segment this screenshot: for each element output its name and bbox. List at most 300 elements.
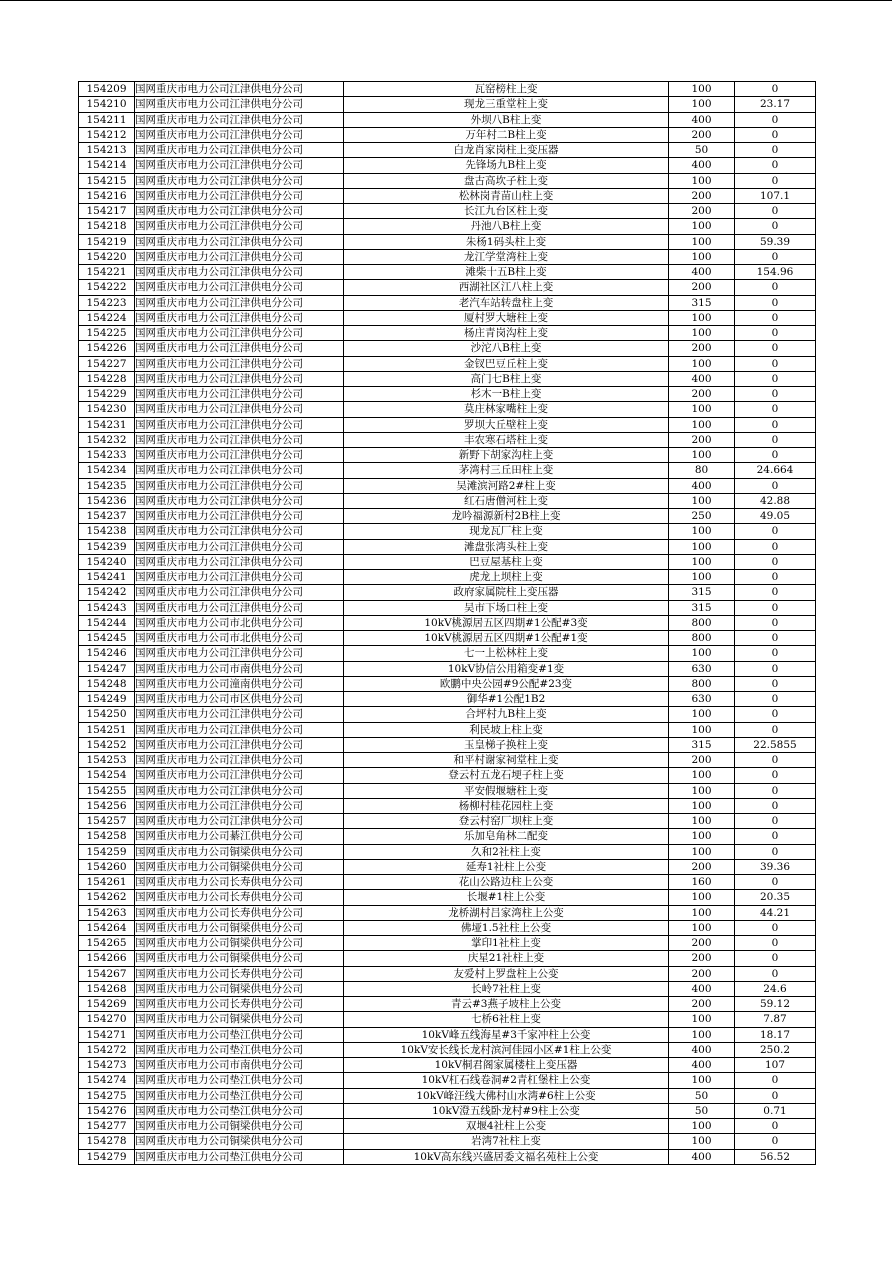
table-row [79, 1088, 816, 1103]
row-id-cell: 154239 [79, 539, 135, 554]
capacity-cell: 200 [669, 753, 735, 768]
table-row [79, 615, 816, 630]
transformer-name-cell: 茅湾村三丘田柱上变 [344, 463, 669, 478]
company-cell: 国网重庆市电力公司江津供电分公司 [135, 585, 344, 600]
company-cell: 国网重庆市电力公司江津供电分公司 [135, 402, 344, 417]
row-id-cell: 154229 [79, 387, 135, 402]
capacity-cell: 100 [669, 829, 735, 844]
value-cell: 250.2 [735, 1042, 816, 1057]
company-cell: 国网重庆市电力公司铜梁供电分公司 [135, 1134, 344, 1149]
table-row [79, 173, 816, 188]
capacity-cell: 100 [669, 707, 735, 722]
table-row [79, 234, 816, 249]
row-id-cell: 154240 [79, 554, 135, 569]
row-id-cell: 154258 [79, 829, 135, 844]
table-row [79, 859, 816, 874]
row-id-cell: 154217 [79, 204, 135, 219]
company-cell: 国网重庆市电力公司江津供电分公司 [135, 158, 344, 173]
company-cell: 国网重庆市电力公司江津供电分公司 [135, 265, 344, 280]
transformer-name-cell: 青云#3燕子坡柱上公变 [344, 997, 669, 1012]
company-cell: 国网重庆市电力公司江津供电分公司 [135, 371, 344, 386]
value-cell: 0 [735, 722, 816, 737]
table-row [79, 97, 816, 112]
table-row [79, 539, 816, 554]
company-cell: 国网重庆市电力公司江津供电分公司 [135, 570, 344, 585]
transformer-table [78, 81, 816, 1165]
capacity-cell: 200 [669, 341, 735, 356]
capacity-cell: 400 [669, 371, 735, 386]
transformer-name-cell: 厦村罗大塘柱上变 [344, 310, 669, 325]
table-row [79, 509, 816, 524]
transformer-name-cell: 盘古高坎子柱上变 [344, 173, 669, 188]
capacity-cell: 100 [669, 722, 735, 737]
company-cell: 国网重庆市电力公司铜梁供电分公司 [135, 1119, 344, 1134]
company-cell: 国网重庆市电力公司铜梁供电分公司 [135, 920, 344, 935]
company-cell: 国网重庆市电力公司江津供电分公司 [135, 478, 344, 493]
company-cell: 国网重庆市电力公司铜梁供电分公司 [135, 981, 344, 996]
capacity-cell: 100 [669, 173, 735, 188]
company-cell: 国网重庆市电力公司江津供电分公司 [135, 112, 344, 127]
table-row [79, 554, 816, 569]
value-cell: 24.6 [735, 981, 816, 996]
value-cell: 0 [735, 82, 816, 97]
company-cell: 国网重庆市电力公司长寿供电分公司 [135, 890, 344, 905]
value-cell: 0 [735, 219, 816, 234]
table-row [79, 798, 816, 813]
company-cell: 国网重庆市电力公司市南供电分公司 [135, 661, 344, 676]
value-cell: 0 [735, 371, 816, 386]
capacity-cell: 100 [669, 249, 735, 264]
company-cell: 国网重庆市电力公司江津供电分公司 [135, 554, 344, 569]
company-cell: 国网重庆市电力公司江津供电分公司 [135, 509, 344, 524]
table-row [79, 417, 816, 432]
transformer-name-cell: 长堰#1柱上公变 [344, 890, 669, 905]
value-cell: 56.52 [735, 1149, 816, 1164]
company-cell: 国网重庆市电力公司长寿供电分公司 [135, 966, 344, 981]
table-row [79, 295, 816, 310]
value-cell: 154.96 [735, 265, 816, 280]
value-cell: 0 [735, 646, 816, 661]
table-row [79, 707, 816, 722]
value-cell: 23.17 [735, 97, 816, 112]
value-cell: 0 [735, 448, 816, 463]
value-cell: 0 [735, 143, 816, 158]
company-cell: 国网重庆市电力公司江津供电分公司 [135, 387, 344, 402]
capacity-cell: 400 [669, 158, 735, 173]
company-cell: 国网重庆市电力公司江津供电分公司 [135, 295, 344, 310]
transformer-name-cell: 新野下胡家沟柱上变 [344, 448, 669, 463]
value-cell: 0 [735, 753, 816, 768]
capacity-cell: 100 [669, 402, 735, 417]
table-row [79, 570, 816, 585]
table-row [79, 661, 816, 676]
table-row [79, 844, 816, 859]
value-cell: 0 [735, 249, 816, 264]
value-cell: 0 [735, 295, 816, 310]
transformer-name-cell: 10kV澄五线卧龙村#9柱上公变 [344, 1103, 669, 1118]
transformer-name-cell: 玉皇梯子换柱上变 [344, 737, 669, 752]
transformer-name-cell: 丰农寒石塔柱上变 [344, 432, 669, 447]
row-id-cell: 154241 [79, 570, 135, 585]
transformer-name-cell: 龙江学堂湾柱上变 [344, 249, 669, 264]
capacity-cell: 100 [669, 219, 735, 234]
table-row [79, 890, 816, 905]
table-row [79, 387, 816, 402]
transformer-name-cell: 长岭7社柱上变 [344, 981, 669, 996]
transformer-name-cell: 10kV杠石线卷洞#2青杠堡柱上公变 [344, 1073, 669, 1088]
transformer-name-cell: 现龙三重堂柱上变 [344, 97, 669, 112]
capacity-cell: 100 [669, 310, 735, 325]
table-row [79, 585, 816, 600]
capacity-cell: 200 [669, 127, 735, 142]
capacity-cell: 100 [669, 539, 735, 554]
row-id-cell: 154277 [79, 1119, 135, 1134]
value-cell: 0 [735, 920, 816, 935]
company-cell: 国网重庆市电力公司江津供电分公司 [135, 493, 344, 508]
row-id-cell: 154246 [79, 646, 135, 661]
value-cell: 0 [735, 570, 816, 585]
table-row [79, 1058, 816, 1073]
transformer-name-cell: 高门七B柱上变 [344, 371, 669, 386]
value-cell: 107 [735, 1058, 816, 1073]
capacity-cell: 630 [669, 661, 735, 676]
capacity-cell: 250 [669, 509, 735, 524]
transformer-name-cell: 罗坝大丘壁柱上变 [344, 417, 669, 432]
table-row [79, 371, 816, 386]
transformer-name-cell: 红石唐僧河柱上变 [344, 493, 669, 508]
capacity-cell: 200 [669, 280, 735, 295]
capacity-cell: 100 [669, 356, 735, 371]
table-row [79, 981, 816, 996]
company-cell: 国网重庆市电力公司铜梁供电分公司 [135, 936, 344, 951]
table-row [79, 676, 816, 691]
company-cell: 国网重庆市电力公司江津供电分公司 [135, 722, 344, 737]
transformer-name-cell: 登云村五龙石埂子柱上变 [344, 768, 669, 783]
row-id-cell: 154279 [79, 1149, 135, 1164]
table-row [79, 1134, 816, 1149]
transformer-name-cell: 掌印1社柱上变 [344, 936, 669, 951]
company-cell: 国网重庆市电力公司长寿供电分公司 [135, 905, 344, 920]
company-cell: 国网重庆市电力公司江津供电分公司 [135, 600, 344, 615]
transformer-name-cell: 双堰4社柱上公变 [344, 1119, 669, 1134]
row-id-cell: 154243 [79, 600, 135, 615]
table-row [79, 783, 816, 798]
capacity-cell: 100 [669, 1134, 735, 1149]
value-cell: 59.39 [735, 234, 816, 249]
transformer-name-cell: 瓦窑榜柱上变 [344, 82, 669, 97]
capacity-cell: 400 [669, 981, 735, 996]
row-id-cell: 154231 [79, 417, 135, 432]
capacity-cell: 50 [669, 1088, 735, 1103]
transformer-name-cell: 七一上松林柱上变 [344, 646, 669, 661]
table-row [79, 875, 816, 890]
value-cell: 0 [735, 600, 816, 615]
row-id-cell: 154232 [79, 432, 135, 447]
value-cell: 0 [735, 417, 816, 432]
company-cell: 国网重庆市电力公司江津供电分公司 [135, 539, 344, 554]
value-cell: 0 [735, 432, 816, 447]
value-cell: 0 [735, 829, 816, 844]
row-id-cell: 154257 [79, 814, 135, 829]
value-cell: 0 [735, 1119, 816, 1134]
transformer-name-cell: 久和2社柱上变 [344, 844, 669, 859]
table-row [79, 1042, 816, 1057]
capacity-cell: 100 [669, 844, 735, 859]
capacity-cell: 630 [669, 692, 735, 707]
table-row [79, 936, 816, 951]
capacity-cell: 200 [669, 387, 735, 402]
row-id-cell: 154212 [79, 127, 135, 142]
transformer-name-cell: 金钗巴豆丘柱上变 [344, 356, 669, 371]
row-id-cell: 154228 [79, 371, 135, 386]
company-cell: 国网重庆市电力公司江津供电分公司 [135, 356, 344, 371]
company-cell: 国网重庆市电力公司江津供电分公司 [135, 249, 344, 264]
company-cell: 国网重庆市电力公司江津供电分公司 [135, 204, 344, 219]
company-cell: 国网重庆市电力公司江津供电分公司 [135, 219, 344, 234]
transformer-name-cell: 10kV桃源居五区四期#1公配#1变 [344, 631, 669, 646]
company-cell: 国网重庆市电力公司江津供电分公司 [135, 82, 344, 97]
value-cell: 0 [735, 936, 816, 951]
table-row [79, 1012, 816, 1027]
transformer-name-cell: 龙吟福源新村2B柱上变 [344, 509, 669, 524]
row-id-cell: 154238 [79, 524, 135, 539]
transformer-name-cell: 10kV安长线长龙村滨河佳园小区#1柱上公变 [344, 1042, 669, 1057]
table-row [79, 1149, 816, 1164]
value-cell: 39.36 [735, 859, 816, 874]
transformer-name-cell: 杨庄青岗沟柱上变 [344, 326, 669, 341]
table-row [79, 737, 816, 752]
table-row [79, 829, 816, 844]
company-cell: 国网重庆市电力公司潼南供电分公司 [135, 676, 344, 691]
transformer-name-cell: 10kV高东线兴盛居委文福名苑柱上公变 [344, 1149, 669, 1164]
table-row [79, 478, 816, 493]
capacity-cell: 100 [669, 554, 735, 569]
table-row [79, 1073, 816, 1088]
capacity-cell: 100 [669, 234, 735, 249]
transformer-name-cell: 杉木一B柱上变 [344, 387, 669, 402]
company-cell: 国网重庆市电力公司长寿供电分公司 [135, 875, 344, 890]
row-id-cell: 154276 [79, 1103, 135, 1118]
table-row [79, 1027, 816, 1042]
table-row [79, 600, 816, 615]
capacity-cell: 100 [669, 814, 735, 829]
row-id-cell: 154219 [79, 234, 135, 249]
value-cell: 20.35 [735, 890, 816, 905]
table-body [79, 82, 816, 1165]
capacity-cell: 100 [669, 524, 735, 539]
value-cell: 59.12 [735, 997, 816, 1012]
row-id-cell: 154270 [79, 1012, 135, 1027]
company-cell: 国网重庆市电力公司垫江供电分公司 [135, 1149, 344, 1164]
value-cell: 0 [735, 524, 816, 539]
value-cell: 0 [735, 875, 816, 890]
value-cell: 18.17 [735, 1027, 816, 1042]
table-row [79, 692, 816, 707]
capacity-cell: 100 [669, 448, 735, 463]
value-cell: 0 [735, 1134, 816, 1149]
capacity-cell: 200 [669, 432, 735, 447]
capacity-cell: 400 [669, 265, 735, 280]
company-cell: 国网重庆市电力公司垫江供电分公司 [135, 1073, 344, 1088]
transformer-name-cell: 10kV峰五线海星#3千家冲柱上公变 [344, 1027, 669, 1042]
capacity-cell: 800 [669, 631, 735, 646]
transformer-name-cell: 10kV桃源居五区四期#1公配#3变 [344, 615, 669, 630]
value-cell: 0 [735, 615, 816, 630]
value-cell: 7.87 [735, 1012, 816, 1027]
capacity-cell: 100 [669, 570, 735, 585]
row-id-cell: 154265 [79, 936, 135, 951]
company-cell: 国网重庆市电力公司市区供电分公司 [135, 692, 344, 707]
company-cell: 国网重庆市电力公司綦江供电分公司 [135, 829, 344, 844]
transformer-name-cell: 佛垭1.5社柱上公变 [344, 920, 669, 935]
value-cell: 0 [735, 1073, 816, 1088]
table-row [79, 448, 816, 463]
capacity-cell: 100 [669, 1073, 735, 1088]
transformer-name-cell: 朱杨1码头柱上变 [344, 234, 669, 249]
value-cell: 0 [735, 173, 816, 188]
value-cell: 0 [735, 692, 816, 707]
capacity-cell: 100 [669, 1027, 735, 1042]
row-id-cell: 154275 [79, 1088, 135, 1103]
transformer-name-cell: 延寿1社柱上公变 [344, 859, 669, 874]
capacity-cell: 200 [669, 997, 735, 1012]
table-row [79, 432, 816, 447]
value-cell: 0 [735, 554, 816, 569]
value-cell: 0 [735, 326, 816, 341]
capacity-cell: 100 [669, 417, 735, 432]
table-row [79, 905, 816, 920]
value-cell: 0 [735, 966, 816, 981]
capacity-cell: 100 [669, 646, 735, 661]
transformer-name-cell: 先锋场九B柱上变 [344, 158, 669, 173]
capacity-cell: 160 [669, 875, 735, 890]
transformer-name-cell: 巴豆屋基柱上变 [344, 554, 669, 569]
company-cell: 国网重庆市电力公司江津供电分公司 [135, 524, 344, 539]
row-id-cell: 154230 [79, 402, 135, 417]
value-cell: 44.21 [735, 905, 816, 920]
transformer-name-cell: 乐加皂角林二配变 [344, 829, 669, 844]
table-row [79, 814, 816, 829]
page-top-border [0, 0, 892, 1]
company-cell: 国网重庆市电力公司江津供电分公司 [135, 798, 344, 813]
transformer-name-cell: 白龙肖家岗柱上变压器 [344, 143, 669, 158]
capacity-cell: 800 [669, 615, 735, 630]
capacity-cell: 200 [669, 204, 735, 219]
table-row [79, 280, 816, 295]
company-cell: 国网重庆市电力公司垫江供电分公司 [135, 1103, 344, 1118]
transformer-name-cell: 万年村二B柱上变 [344, 127, 669, 142]
company-cell: 国网重庆市电力公司江津供电分公司 [135, 783, 344, 798]
capacity-cell: 400 [669, 1149, 735, 1164]
company-cell: 国网重庆市电力公司市南供电分公司 [135, 1058, 344, 1073]
transformer-name-cell: 岩湾7社柱上变 [344, 1134, 669, 1149]
value-cell: 42.88 [735, 493, 816, 508]
value-cell: 0 [735, 387, 816, 402]
company-cell: 国网重庆市电力公司江津供电分公司 [135, 326, 344, 341]
transformer-name-cell: 10kV协信公用箱变#1变 [344, 661, 669, 676]
value-cell: 0 [735, 707, 816, 722]
company-cell: 国网重庆市电力公司江津供电分公司 [135, 234, 344, 249]
capacity-cell: 200 [669, 951, 735, 966]
company-cell: 国网重庆市电力公司江津供电分公司 [135, 188, 344, 203]
row-id-cell: 154256 [79, 798, 135, 813]
company-cell: 国网重庆市电力公司江津供电分公司 [135, 753, 344, 768]
company-cell: 国网重庆市电力公司垫江供电分公司 [135, 1042, 344, 1057]
table-row [79, 646, 816, 661]
row-id-cell: 154261 [79, 875, 135, 890]
company-cell: 国网重庆市电力公司江津供电分公司 [135, 448, 344, 463]
row-id-cell: 154262 [79, 890, 135, 905]
transformer-name-cell: 老汽车站转盘柱上变 [344, 295, 669, 310]
row-id-cell: 154234 [79, 463, 135, 478]
company-cell: 国网重庆市电力公司江津供电分公司 [135, 814, 344, 829]
row-id-cell: 154225 [79, 326, 135, 341]
company-cell: 国网重庆市电力公司垫江供电分公司 [135, 1088, 344, 1103]
company-cell: 国网重庆市电力公司江津供电分公司 [135, 310, 344, 325]
company-cell: 国网重庆市电力公司铜梁供电分公司 [135, 951, 344, 966]
capacity-cell: 200 [669, 188, 735, 203]
company-cell: 国网重庆市电力公司江津供电分公司 [135, 97, 344, 112]
company-cell: 国网重庆市电力公司江津供电分公司 [135, 173, 344, 188]
transformer-name-cell: 现龙瓦厂柱上变 [344, 524, 669, 539]
transformer-name-cell: 滩柴十五B柱上变 [344, 265, 669, 280]
capacity-cell: 400 [669, 478, 735, 493]
row-id-cell: 154235 [79, 478, 135, 493]
row-id-cell: 154224 [79, 310, 135, 325]
table-row [79, 310, 816, 325]
transformer-name-cell: 丹池八B柱上变 [344, 219, 669, 234]
value-cell: 0 [735, 814, 816, 829]
company-cell: 国网重庆市电力公司江津供电分公司 [135, 463, 344, 478]
company-cell: 国网重庆市电力公司江津供电分公司 [135, 280, 344, 295]
row-id-cell: 154274 [79, 1073, 135, 1088]
capacity-cell: 100 [669, 1119, 735, 1134]
row-id-cell: 154263 [79, 905, 135, 920]
transformer-name-cell: 平安假堰塘柱上变 [344, 783, 669, 798]
value-cell: 0 [735, 844, 816, 859]
value-cell: 0 [735, 585, 816, 600]
table-row [79, 265, 816, 280]
table-row [79, 1119, 816, 1134]
transformer-name-cell: 虎龙上坝柱上变 [344, 570, 669, 585]
capacity-cell: 80 [669, 463, 735, 478]
capacity-cell: 400 [669, 112, 735, 127]
transformer-name-cell: 合坪村九B柱上变 [344, 707, 669, 722]
row-id-cell: 154259 [79, 844, 135, 859]
row-id-cell: 154216 [79, 188, 135, 203]
row-id-cell: 154215 [79, 173, 135, 188]
row-id-cell: 154278 [79, 1134, 135, 1149]
table-row [79, 356, 816, 371]
value-cell: 0 [735, 798, 816, 813]
value-cell: 0 [735, 539, 816, 554]
value-cell: 0 [735, 768, 816, 783]
row-id-cell: 154253 [79, 753, 135, 768]
row-id-cell: 154269 [79, 997, 135, 1012]
row-id-cell: 154218 [79, 219, 135, 234]
transformer-name-cell: 吴滩滨河路2#柱上变 [344, 478, 669, 493]
table-row [79, 768, 816, 783]
row-id-cell: 154221 [79, 265, 135, 280]
transformer-name-cell: 庆星21社柱上变 [344, 951, 669, 966]
value-cell: 107.1 [735, 188, 816, 203]
row-id-cell: 154233 [79, 448, 135, 463]
company-cell: 国网重庆市电力公司铜梁供电分公司 [135, 859, 344, 874]
table-row [79, 493, 816, 508]
capacity-cell: 315 [669, 737, 735, 752]
row-id-cell: 154220 [79, 249, 135, 264]
value-cell: 0 [735, 402, 816, 417]
